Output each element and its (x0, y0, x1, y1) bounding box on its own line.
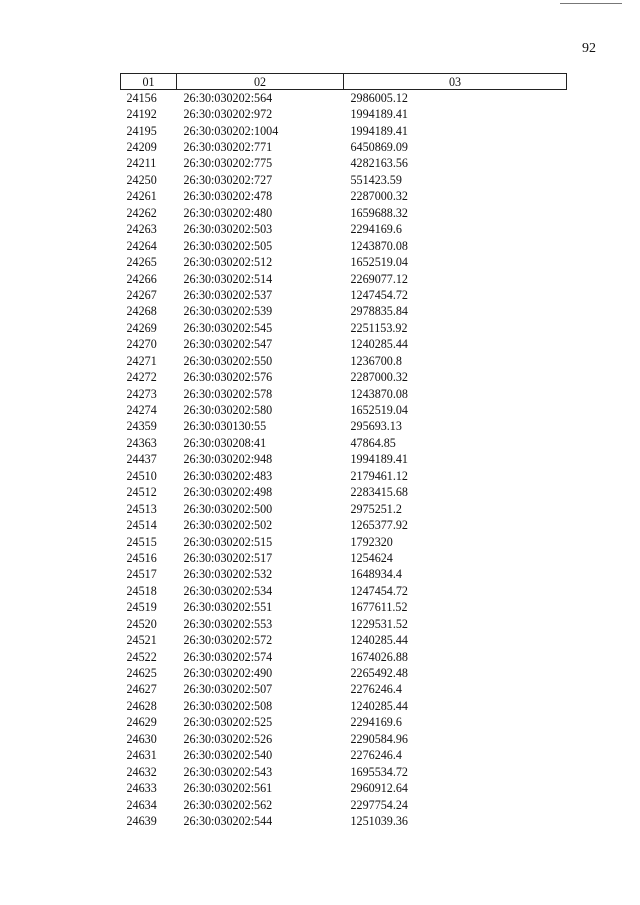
table-cell-03: 2287000.32 (350, 370, 408, 385)
table-cell-01: 24268 (126, 304, 157, 319)
table-row (121, 419, 567, 435)
table-cell-03: 47864.85 (350, 435, 396, 450)
table-cell-03: 1695534.72 (350, 764, 408, 779)
table-cell-03: 1792320 (350, 534, 393, 549)
table-row (121, 731, 567, 747)
table-cell-03: 1240285.44 (350, 633, 408, 648)
table-cell-02: 26:30:030202:572 (183, 633, 273, 648)
table-cell-02: 26:30:030202:478 (183, 189, 273, 204)
table-row (121, 616, 567, 632)
table-row (121, 665, 567, 681)
table-row (121, 550, 567, 566)
table-row (121, 797, 567, 813)
table-cell-03: 2276246.4 (350, 748, 402, 763)
table-cell-02: 26:30:030208:41 (183, 435, 267, 450)
table-cell-01: 24515 (126, 534, 157, 549)
table-cell-01: 24195 (126, 123, 157, 138)
table-row (121, 369, 567, 385)
table-row (121, 172, 567, 188)
table-cell-03: 1652519.04 (350, 403, 408, 418)
table-row (121, 90, 567, 107)
table-cell-01: 24359 (126, 419, 157, 434)
table-row (121, 764, 567, 780)
table-row (121, 715, 567, 731)
table-cell-02: 26:30:030202:514 (183, 271, 273, 286)
table-cell-02: 26:30:030202:550 (183, 353, 273, 368)
table-row (121, 682, 567, 698)
table-cell-02: 26:30:030202:507 (183, 682, 273, 697)
table-row (121, 304, 567, 320)
table-cell-03: 2265492.48 (350, 666, 408, 681)
table-cell-01: 24514 (126, 518, 157, 533)
table-cell-01: 24437 (126, 452, 157, 467)
header-row (121, 74, 567, 90)
table-row (121, 238, 567, 254)
table-cell-03: 1648934.4 (350, 567, 402, 582)
table-cell-03: 1254624 (350, 550, 393, 565)
table-row (121, 468, 567, 484)
table-cell-01: 24211 (126, 156, 157, 171)
table-cell-03: 2986005.12 (350, 90, 408, 105)
table-cell-02: 26:30:030202:517 (183, 550, 273, 565)
table-cell-01: 24266 (126, 271, 157, 286)
table-row (121, 271, 567, 287)
table-cell-02: 26:30:030202:775 (183, 156, 273, 171)
table-cell-01: 24628 (126, 698, 157, 713)
table-cell-01: 24518 (126, 583, 157, 598)
table-cell-02: 26:30:030130:55 (183, 419, 267, 434)
table-row (121, 320, 567, 336)
table-row (121, 254, 567, 270)
table-cell-03: 1243870.08 (350, 238, 408, 253)
table-cell-02: 26:30:030202:564 (183, 90, 273, 105)
table-cell-02: 26:30:030202:578 (183, 386, 273, 401)
table-row (121, 748, 567, 764)
table-row (121, 780, 567, 796)
table-cell-02: 26:30:030202:525 (183, 715, 273, 730)
table-cell-03: 2179461.12 (350, 468, 408, 483)
header-cell-03: 03 (344, 74, 567, 90)
table-cell-03: 2294169.6 (350, 222, 402, 237)
table-cell-03: 1229531.52 (350, 616, 408, 631)
table-cell-02: 26:30:030202:490 (183, 666, 273, 681)
table-cell-03: 2297754.24 (350, 797, 408, 812)
table-cell-02: 26:30:030202:500 (183, 501, 273, 516)
table-cell-02: 26:30:030202:508 (183, 698, 273, 713)
table-cell-01: 24270 (126, 337, 157, 352)
table-cell-03: 2287000.32 (350, 189, 408, 204)
table-cell-02: 26:30:030202:502 (183, 518, 273, 533)
table-cell-01: 24632 (126, 764, 157, 779)
table-row (121, 517, 567, 533)
table-cell-01: 24274 (126, 403, 157, 418)
table-cell-03: 1243870.08 (350, 386, 408, 401)
table-cell-01: 24516 (126, 550, 157, 565)
table-row (121, 386, 567, 402)
table-row (121, 534, 567, 550)
table-cell-01: 24265 (126, 255, 157, 270)
table-cell-01: 24250 (126, 172, 157, 187)
table-cell-02: 26:30:030202:771 (183, 140, 273, 155)
table-row (121, 649, 567, 665)
table-cell-01: 24517 (126, 567, 157, 582)
table-cell-03: 2290584.96 (350, 731, 408, 746)
table-row (121, 205, 567, 221)
table-cell-03: 2978835.84 (350, 304, 408, 319)
table-cell-01: 24627 (126, 682, 157, 697)
table-cell-01: 24521 (126, 633, 157, 648)
table-cell-02: 26:30:030202:543 (183, 764, 273, 779)
table-body (121, 90, 567, 830)
table-cell-03: 1994189.41 (350, 452, 408, 467)
table-cell-03: 1236700.8 (350, 353, 402, 368)
table-cell-02: 26:30:030202:1004 (183, 123, 279, 138)
table-row (121, 813, 567, 829)
table-row (121, 485, 567, 501)
table-row (121, 106, 567, 122)
table-row (121, 583, 567, 599)
table-cell-02: 26:30:030202:551 (183, 600, 273, 615)
table-cell-03: 2960912.64 (350, 781, 408, 796)
table-cell-01: 24633 (126, 781, 157, 796)
table-cell-03: 1677611.52 (350, 600, 408, 615)
table-cell-01: 24272 (126, 370, 157, 385)
table-cell-02: 26:30:030202:480 (183, 205, 273, 220)
table-cell-01: 24363 (126, 435, 157, 450)
table-row (121, 402, 567, 418)
table-cell-02: 26:30:030202:512 (183, 255, 273, 270)
table-cell-02: 26:30:030202:562 (183, 797, 273, 812)
table-cell-03: 6450869.09 (350, 140, 408, 155)
table-cell-03: 551423.59 (350, 172, 402, 187)
table-cell-03: 2294169.6 (350, 715, 402, 730)
table-cell-02: 26:30:030202:503 (183, 222, 273, 237)
table-cell-03: 1674026.88 (350, 649, 408, 664)
table-cell-02: 26:30:030202:505 (183, 238, 273, 253)
table-cell-01: 24631 (126, 748, 157, 763)
table-cell-02: 26:30:030202:544 (183, 813, 273, 828)
table-cell-03: 1994189.41 (350, 107, 408, 122)
table-header (121, 74, 567, 90)
table-cell-01: 24520 (126, 616, 157, 631)
data-table-container (120, 73, 566, 830)
table-cell-03: 2269077.12 (350, 271, 408, 286)
table-cell-02: 26:30:030202:948 (183, 452, 273, 467)
table-cell-01: 24639 (126, 813, 157, 828)
table-row (121, 698, 567, 714)
page-number: 92 (582, 41, 596, 56)
table-cell-01: 24519 (126, 600, 157, 615)
table-row (121, 501, 567, 517)
table-cell-02: 26:30:030202:580 (183, 403, 273, 418)
header-cell-02: 02 (177, 74, 344, 90)
table-row (121, 222, 567, 238)
table-row (121, 353, 567, 369)
table-cell-03: 2283415.68 (350, 485, 408, 500)
table-cell-02: 26:30:030202:498 (183, 485, 273, 500)
top-rule (560, 3, 622, 4)
table-cell-01: 24263 (126, 222, 157, 237)
table-row (121, 287, 567, 303)
table-cell-02: 26:30:030202:547 (183, 337, 273, 352)
table-cell-01: 24209 (126, 140, 157, 155)
table-cell-03: 1265377.92 (350, 518, 408, 533)
table-row (121, 139, 567, 155)
table-cell-03: 1994189.41 (350, 123, 408, 138)
table-cell-01: 24513 (126, 501, 157, 516)
table-cell-02: 26:30:030202:972 (183, 107, 273, 122)
table-row (121, 452, 567, 468)
table-cell-02: 26:30:030202:553 (183, 616, 273, 631)
table-cell-01: 24625 (126, 666, 157, 681)
table-cell-02: 26:30:030202:483 (183, 468, 273, 483)
table-cell-01: 24630 (126, 731, 157, 746)
table-cell-03: 295693.13 (350, 419, 402, 434)
table-cell-03: 2276246.4 (350, 682, 402, 697)
table-row (121, 123, 567, 139)
table-cell-01: 24267 (126, 287, 157, 302)
table-cell-02: 26:30:030202:532 (183, 567, 273, 582)
table-row (121, 567, 567, 583)
table-cell-01: 24512 (126, 485, 157, 500)
table-cell-02: 26:30:030202:526 (183, 731, 273, 746)
table-cell-02: 26:30:030202:537 (183, 287, 273, 302)
table-cell-01: 24264 (126, 238, 157, 253)
table-cell-03: 4282163.56 (350, 156, 408, 171)
table-row (121, 337, 567, 353)
header-cell-01: 01 (121, 74, 177, 90)
table-cell-02: 26:30:030202:534 (183, 583, 273, 598)
table-cell-02: 26:30:030202:561 (183, 781, 273, 796)
table-cell-02: 26:30:030202:515 (183, 534, 273, 549)
table-cell-03: 1659688.32 (350, 205, 408, 220)
table-cell-03: 1240285.44 (350, 698, 408, 713)
table-row (121, 435, 567, 451)
table-cell-01: 24629 (126, 715, 157, 730)
table-cell-01: 24156 (126, 90, 157, 105)
table-row (121, 189, 567, 205)
table-cell-01: 24522 (126, 649, 157, 664)
table-row (121, 632, 567, 648)
table-row (121, 600, 567, 616)
table-cell-02: 26:30:030202:540 (183, 748, 273, 763)
table-cell-01: 24269 (126, 320, 157, 335)
table-cell-02: 26:30:030202:539 (183, 304, 273, 319)
table-cell-02: 26:30:030202:727 (183, 172, 273, 187)
table-cell-01: 24271 (126, 353, 157, 368)
table-cell-01: 24262 (126, 205, 157, 220)
table-cell-01: 24261 (126, 189, 157, 204)
table-row (121, 156, 567, 172)
table-cell-03: 1247454.72 (350, 583, 408, 598)
table-cell-01: 24273 (126, 386, 157, 401)
table-cell-03: 1247454.72 (350, 287, 408, 302)
table-cell-02: 26:30:030202:574 (183, 649, 273, 664)
data-table (120, 73, 567, 830)
table-cell-03: 1251039.36 (350, 813, 408, 828)
table-cell-01: 24192 (126, 107, 157, 122)
table-cell-03: 2251153.92 (350, 320, 408, 335)
table-cell-03: 2975251.2 (350, 501, 402, 516)
table-cell-03: 1652519.04 (350, 255, 408, 270)
table-cell-01: 24510 (126, 468, 157, 483)
table-cell-03: 1240285.44 (350, 337, 408, 352)
table-cell-02: 26:30:030202:576 (183, 370, 273, 385)
table-cell-02: 26:30:030202:545 (183, 320, 273, 335)
table-cell-01: 24634 (126, 797, 157, 812)
